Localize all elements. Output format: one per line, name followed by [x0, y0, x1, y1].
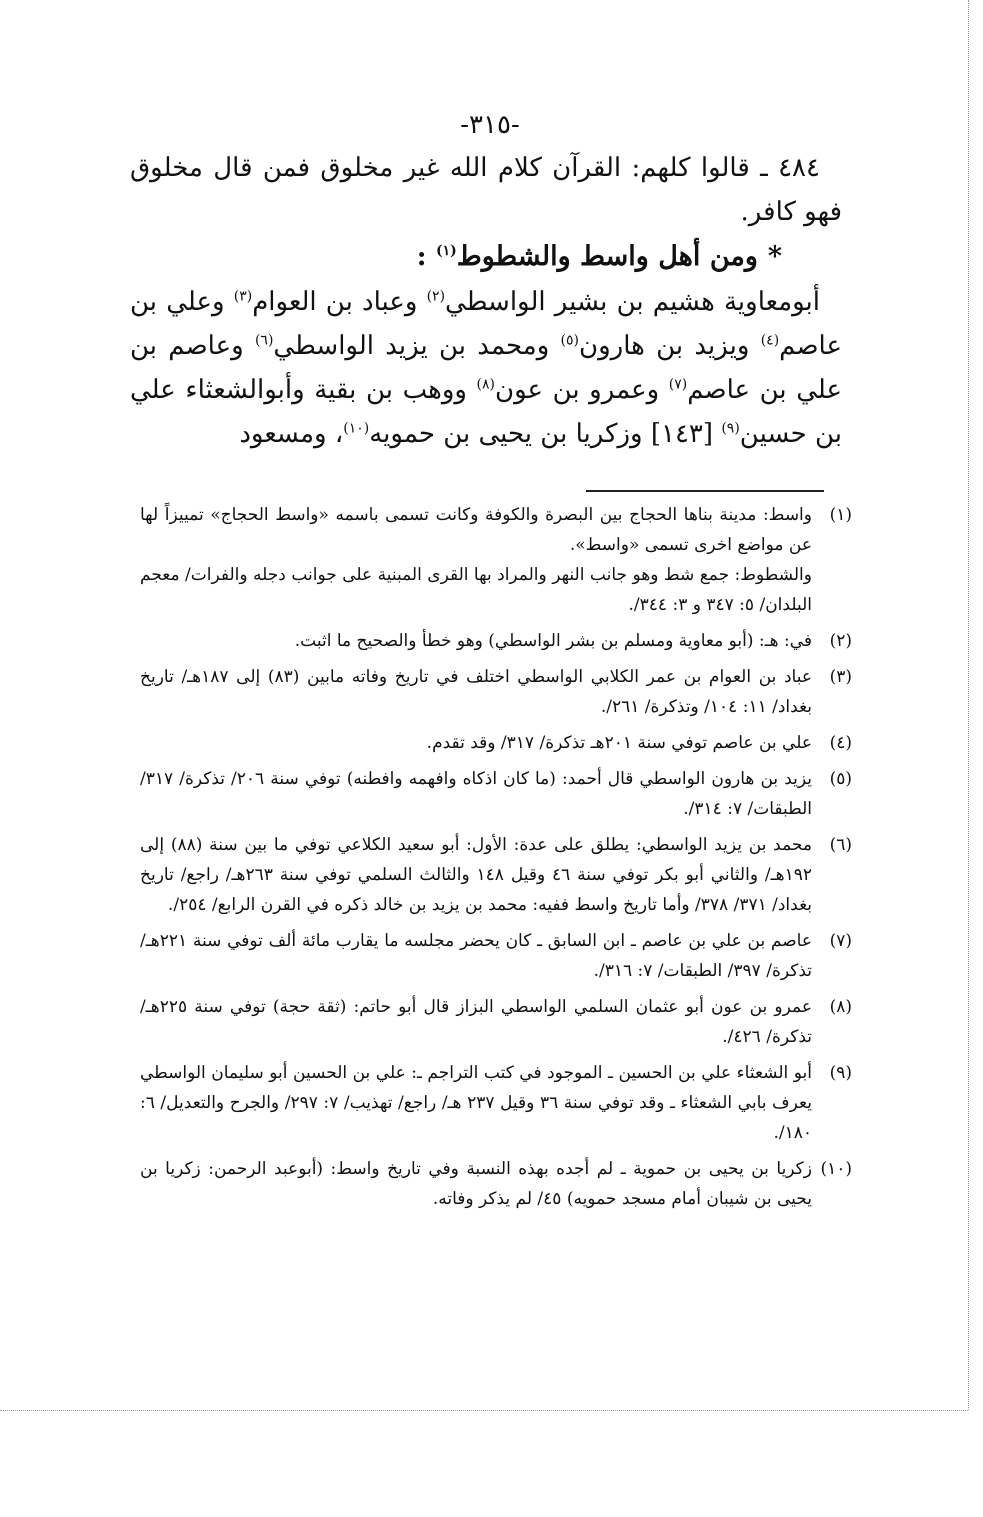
- footnote-line: عمرو بن عون أبو عثمان السلمي الواسطي البزاز قال أبو حاتم: (ثقة حجة) توفي سنة ٢٢٥هـ/ تذكرة/ ٤٢٦/.: [140, 997, 812, 1047]
- section-heading: [130, 234, 842, 280]
- footnote-ref[interactable]: (٩): [721, 420, 740, 437]
- footnote-number: (٨): [829, 997, 852, 1017]
- footnote-ref[interactable]: (٧): [668, 376, 688, 393]
- footnote-body: [140, 992, 812, 1052]
- footnote-number: (١٠): [820, 1159, 852, 1179]
- paragraph-484: ٤٨٤ ـ قالوا كلهم: القرآن كلام الله غير مخلوق فمن قال مخلوق فهو كافر.: [130, 153, 842, 227]
- footnote: [140, 926, 852, 986]
- text-run: أبومعاوية هشيم بن بشير الواسطي: [445, 287, 821, 317]
- footnote: [140, 830, 852, 920]
- footnote-ref[interactable]: (٨): [476, 376, 495, 393]
- footnote-number: (٦): [829, 835, 852, 855]
- text-run: وعلي بن عاصم: [130, 287, 842, 361]
- footnote-body: [140, 764, 812, 824]
- footnote-body: [140, 1154, 812, 1214]
- footnote-ref[interactable]: (٥): [560, 332, 579, 349]
- footnote-line: عاصم بن علي بن عاصم ـ ابن السابق ـ كان يحضر مجلسه ما يقارب مائة ألف توفي سنة ٢٢١هـ/ تذكرة/ ٣٩٧/ الطبقات/ ٧: ٣١٦/.: [140, 931, 812, 981]
- footnote: [140, 500, 852, 620]
- footnote-body: [140, 926, 812, 986]
- footnote-ref[interactable]: (٢): [426, 288, 446, 305]
- text-run: وعمرو بن عون: [494, 375, 669, 405]
- footnote-number: (٩): [829, 1063, 852, 1083]
- footnote: [140, 662, 852, 722]
- footnote-number: (١): [829, 505, 852, 525]
- footnote-number: (٣): [829, 667, 852, 687]
- footnote-line: محمد بن يزيد الواسطي: يطلق على عدة: الأول: أبو سعيد الكلاعي توفي ما بين سنة (٨٨) إلى ١٩٢هـ/ والثاني أبو بكر توفي سنة ٤٦ وقيل ١٤٨ والثالث السلمي توفي سنة ٢٦٣هـ/ راجع/ تاريخ بغداد/ ٣٧١/ ٣٧٨/ وأما تاريخ واسط ففيه: محمد بن يزيد بن خالد ذكره في القرن الرابع/ ٢٥٤/.: [140, 835, 812, 915]
- main-text: [130, 146, 842, 456]
- text-run: وعباد بن العوام: [252, 287, 427, 317]
- text-run: ومحمد بن يزيد الواسطي: [273, 331, 561, 361]
- footnote-body: [140, 662, 812, 722]
- footnote-line: أبو الشعثاء علي بن الحسين ـ الموجود في كتب التراجم ـ: علي بن الحسين أبو سليمان الواسطي يعرف بابي الشعثاء ـ وقد توفي سنة ٣٦ وقيل ٢٣٧ هـ/ راجع/ تهذيب/ ٧: ٢٩٧/ والجرح والتعديل/ ٦: ١٨٠/.: [140, 1063, 812, 1143]
- footnote-number: (٥): [829, 769, 852, 789]
- footnote-line: علي بن عاصم توفي سنة ٢٠١هـ تذكرة/ ٣١٧/ وقد تقدم.: [426, 733, 812, 753]
- footnote-number: (٤): [829, 733, 852, 753]
- footnote-ref[interactable]: (١): [435, 243, 457, 259]
- footnote-ref[interactable]: (١٠): [343, 420, 370, 437]
- footnote-body: [140, 728, 812, 758]
- text-run: ، ومسعود: [239, 419, 344, 449]
- footnote: [140, 1154, 852, 1214]
- footnote-body: [140, 830, 812, 920]
- footnote-body: [140, 1058, 812, 1148]
- star-marker: *: [767, 241, 782, 272]
- narrators-paragraph: [130, 280, 842, 456]
- footnote-ref[interactable]: (٤): [760, 332, 780, 349]
- footnote: [140, 1058, 852, 1148]
- footnote-body: [140, 626, 812, 656]
- text-run: وعاصم بن علي بن عاصم: [130, 331, 843, 405]
- footnote-number: (٧): [829, 931, 852, 951]
- footnote-body: [140, 500, 812, 620]
- footnote: [140, 764, 852, 824]
- page-bottom-rule: [0, 1410, 968, 1411]
- footnote-line: يزيد بن هارون الواسطي قال أحمد: (ما كان اذكاه وافهمه وافطنه) توفي سنة ٢٠٦/ تذكرة/ ٣١٧/ الطبقات/ ٧: ٣١٤/.: [140, 769, 812, 819]
- footnote: [140, 728, 852, 758]
- footnote-line: والشطوط: جمع شط وهو جانب النهر والمراد بها القرى المبنية على جوانب دجله والفرات/ معجم البلدان/ ٥: ٣٤٧ و ٣: ٣٤٤/.: [140, 565, 812, 615]
- footnote-line: عباد بن العوام بن عمر الكلابي الواسطي اختلف في تاريخ وفاته مابين (٨٣) إلى ١٨٧هـ/ تاريخ بغداد/ ١١: ١٠٤/ وتذكرة/ ٢٦١/.: [140, 667, 813, 717]
- page-edge-rule: [968, 0, 969, 1410]
- footnote: [140, 992, 852, 1052]
- footnote-ref[interactable]: (٦): [254, 332, 274, 349]
- heading-text: ومن أهل واسط والشطوط: [456, 241, 758, 272]
- footnote-separator: [586, 490, 824, 492]
- text-run: ووهب بن بقية وأبوالشعثاء علي بن حسين: [130, 375, 842, 449]
- footnote: [140, 626, 852, 656]
- text-run: وزكريا بن يحيى بن حمويه: [369, 419, 651, 449]
- footnote-line: في: هـ: (أبو معاوية ومسلم بن بشر الواسطي) وهو خطأ والصحيح ما اثبت.: [294, 631, 812, 651]
- page-number: -٣١٥-: [460, 110, 520, 140]
- footnotes: [140, 500, 852, 1220]
- page-ref: [١٤٣]: [650, 419, 722, 449]
- footnote-line: واسط: مدينة بناها الحجاج بين البصرة والكوفة وكانت تسمى باسمه «واسط الحجاج» تمييزاً لها عن مواضع اخرى تسمى «واسط».: [140, 505, 812, 555]
- text-run: ويزيد بن هارون: [579, 331, 761, 361]
- footnote-ref[interactable]: (٣): [233, 288, 253, 305]
- heading-colon: :: [416, 241, 427, 272]
- footnote-number: (٢): [829, 631, 852, 651]
- footnote-line: زكريا بن يحيى بن حموية ـ لم أجده بهذه النسبة وفي تاريخ واسط: (أبوعبد الرحمن: زكريا بن يحيى بن شيبان أمام مسجد حمويه) ٤٥/ لم يذكر وفاته.: [140, 1159, 812, 1209]
